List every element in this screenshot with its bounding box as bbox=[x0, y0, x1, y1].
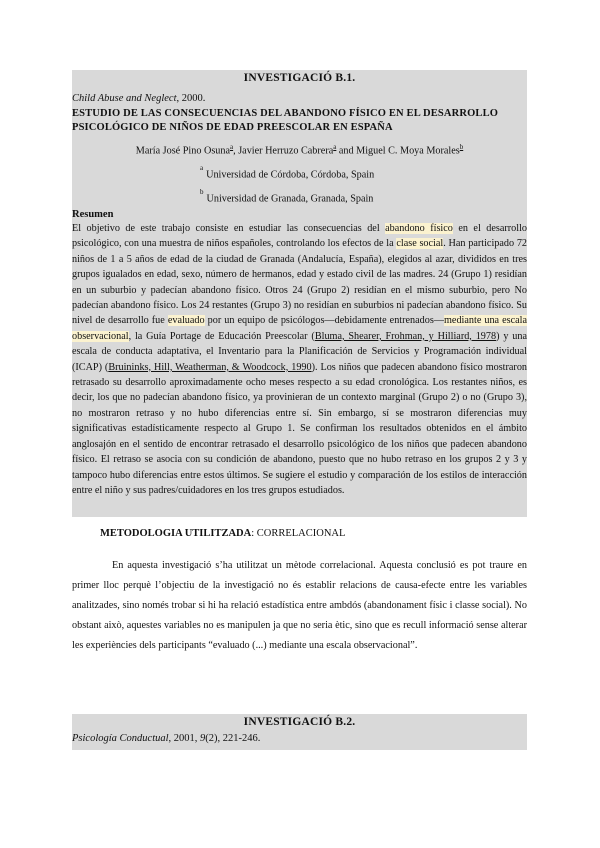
resumen-heading: Resumen bbox=[72, 209, 114, 220]
methodology-heading bbox=[100, 528, 345, 539]
affiliation-text: Universidad de Granada, Granada, Spain bbox=[206, 193, 374, 205]
author-3-affil-mark: b bbox=[459, 143, 464, 151]
abstract-segment: , la Guía Portage de Educación Preescolar ( bbox=[128, 330, 315, 342]
journal-pages: (2), 221-246. bbox=[205, 733, 261, 744]
journal-volume: 9 bbox=[200, 733, 206, 744]
abstract-segment: . Han participado 72 niños de 1 a 5 años de edad de la ciudad de Granada (Andalucía, España), elegidos al azar, divididos en tres grupos igualados en edad, sexo, número de hermanos, edad y estado civil de las madres. 24 (Grupo 1) residían en un suburbio y padecían abandono físico. Otros 24 (Grupo 2) residían en el mismo suburbio, pero No padecían abandono físico. Los 24 restantes (Grupo 3) no residían en suburbios ni padecían abandono físico. Su nivel de desarrollo fue bbox=[72, 238, 528, 327]
author-2-affil-mark: a bbox=[333, 143, 337, 151]
author-and: and bbox=[338, 145, 354, 157]
author-list: María José Pino Osuna$^a$, Javier Herruzo Cabrera$^a$ and Miguel C. Moya Morales$^b$ bbox=[135, 143, 464, 157]
citation-link-bluma[interactable]: Bluma, Shearer, Frohman, y Hilliard, 1978 bbox=[314, 330, 497, 342]
author-1-affil-mark: a bbox=[230, 143, 234, 151]
journal-name: Psicología Conductual bbox=[72, 733, 169, 744]
methodology-value: : CORRELACIONAL bbox=[251, 528, 346, 539]
author-2: Javier Herruzo Cabrera bbox=[238, 145, 334, 157]
journal-citation bbox=[72, 93, 205, 104]
author-3: Miguel C. Moya Morales bbox=[356, 145, 460, 157]
journal-year: , 2000. bbox=[176, 93, 206, 104]
highlight-abandono-fisico: abandono físico bbox=[385, 223, 453, 234]
abstract-segment: ). Los niños que padecen abandono físico mostraron retrasado su desarrollo aproximadamente ocho meses respecto a su edad cronológica. Los restantes niños, es decir, los que no padecían abandono físico, ya provinieran de un contexto marginal (Grupo 2) o no (Grupo 3), no mostraron retraso y no hubo diferencias entre sí. Sin embargo, sí se mostraron diferencias muy significativas estadísticamente respecto al Grupo 1. Se confirman los resultados obtenidos en el ámbito anglosajón en el sentido de encontrar retrasado el desarrollo psicológico de los niños que padecen abandono físico. El retraso se asocia con su condición de abandono, puesto que no hubo retraso en los grupos 2 y 3 y tampoco hubo diferencias entre estos últimos. Se sugiere el estudio y comparación de los estilos de interacción entre el niño y sus padres/cuidadores en los tres grupos estudiados. bbox=[72, 361, 528, 496]
methodology-label: METODOLOGIA UTILITZADA bbox=[100, 528, 252, 539]
journal-year: , 2001, bbox=[168, 733, 201, 744]
affiliation-a bbox=[200, 164, 375, 181]
abstract-text bbox=[72, 221, 527, 498]
investigation-b1-title: INVESTIGACIÓ B.1. bbox=[243, 72, 356, 84]
citation-link-bruininks[interactable]: Bruininks, Hill, Weatherman, & Woodcock, 1990 bbox=[108, 361, 312, 373]
author-1: María José Pino Osuna bbox=[135, 145, 230, 157]
journal-citation-b2 bbox=[72, 733, 260, 744]
affiliation-b bbox=[200, 188, 374, 205]
abstract-segment: El objetivo de este trabajo consiste en estudiar las consecuencias del bbox=[72, 223, 386, 234]
highlight-escala-observacional: mediante una escala observacional bbox=[72, 315, 527, 342]
affiliation-mark: b bbox=[200, 188, 204, 196]
affiliation-mark: a bbox=[200, 164, 204, 172]
article-title: ESTUDIO DE LAS CONSECUENCIAS DEL ABANDONO FÍSICO EN EL DESARROLLO PSICOLÓGICO DE NIÑOS DE EDAD PREESCOLAR EN ESPAÑA bbox=[72, 108, 499, 133]
abstract-segment: en el desarrollo psicológico, con una muestra de niños españoles, controlando los efectos de la bbox=[72, 223, 527, 250]
affiliation-text: Universidad de Córdoba, Córdoba, Spain bbox=[206, 169, 375, 181]
methodology-paragraph: En aquesta investigació s’ha utilitzat un mètode correlacional. Aquesta conclusió es pot traure en primer lloc perquè l’objectiu de la investigació no és establir relacions de causa-efecte entre les variables analitzades, sino només trobar si hi ha relació estadística entre ambdós (abandonament físic i classe social). No obstant això, aquestes variables no es manipulen ja que no seria ètic, sino que es recull informació sense alterar les experiències dels participants “evaluado (...) mediante una escala observacional”. bbox=[72, 560, 527, 651]
abstract-segment: por un equipo de psicólogos—debidamente entrenados— bbox=[204, 315, 444, 327]
highlight-clase-social: clase social bbox=[396, 238, 444, 250]
abstract-segment: ) y una escala de conducta adaptativa, el Inventario para la Planificación de Servicios y Programación individual (ICAP) ( bbox=[72, 330, 527, 373]
journal-name: Child Abuse and Neglect bbox=[72, 93, 177, 104]
highlight-evaluado: evaluado bbox=[167, 315, 205, 327]
investigation-b2-title: INVESTIGACIÓ B.2. bbox=[243, 716, 356, 728]
